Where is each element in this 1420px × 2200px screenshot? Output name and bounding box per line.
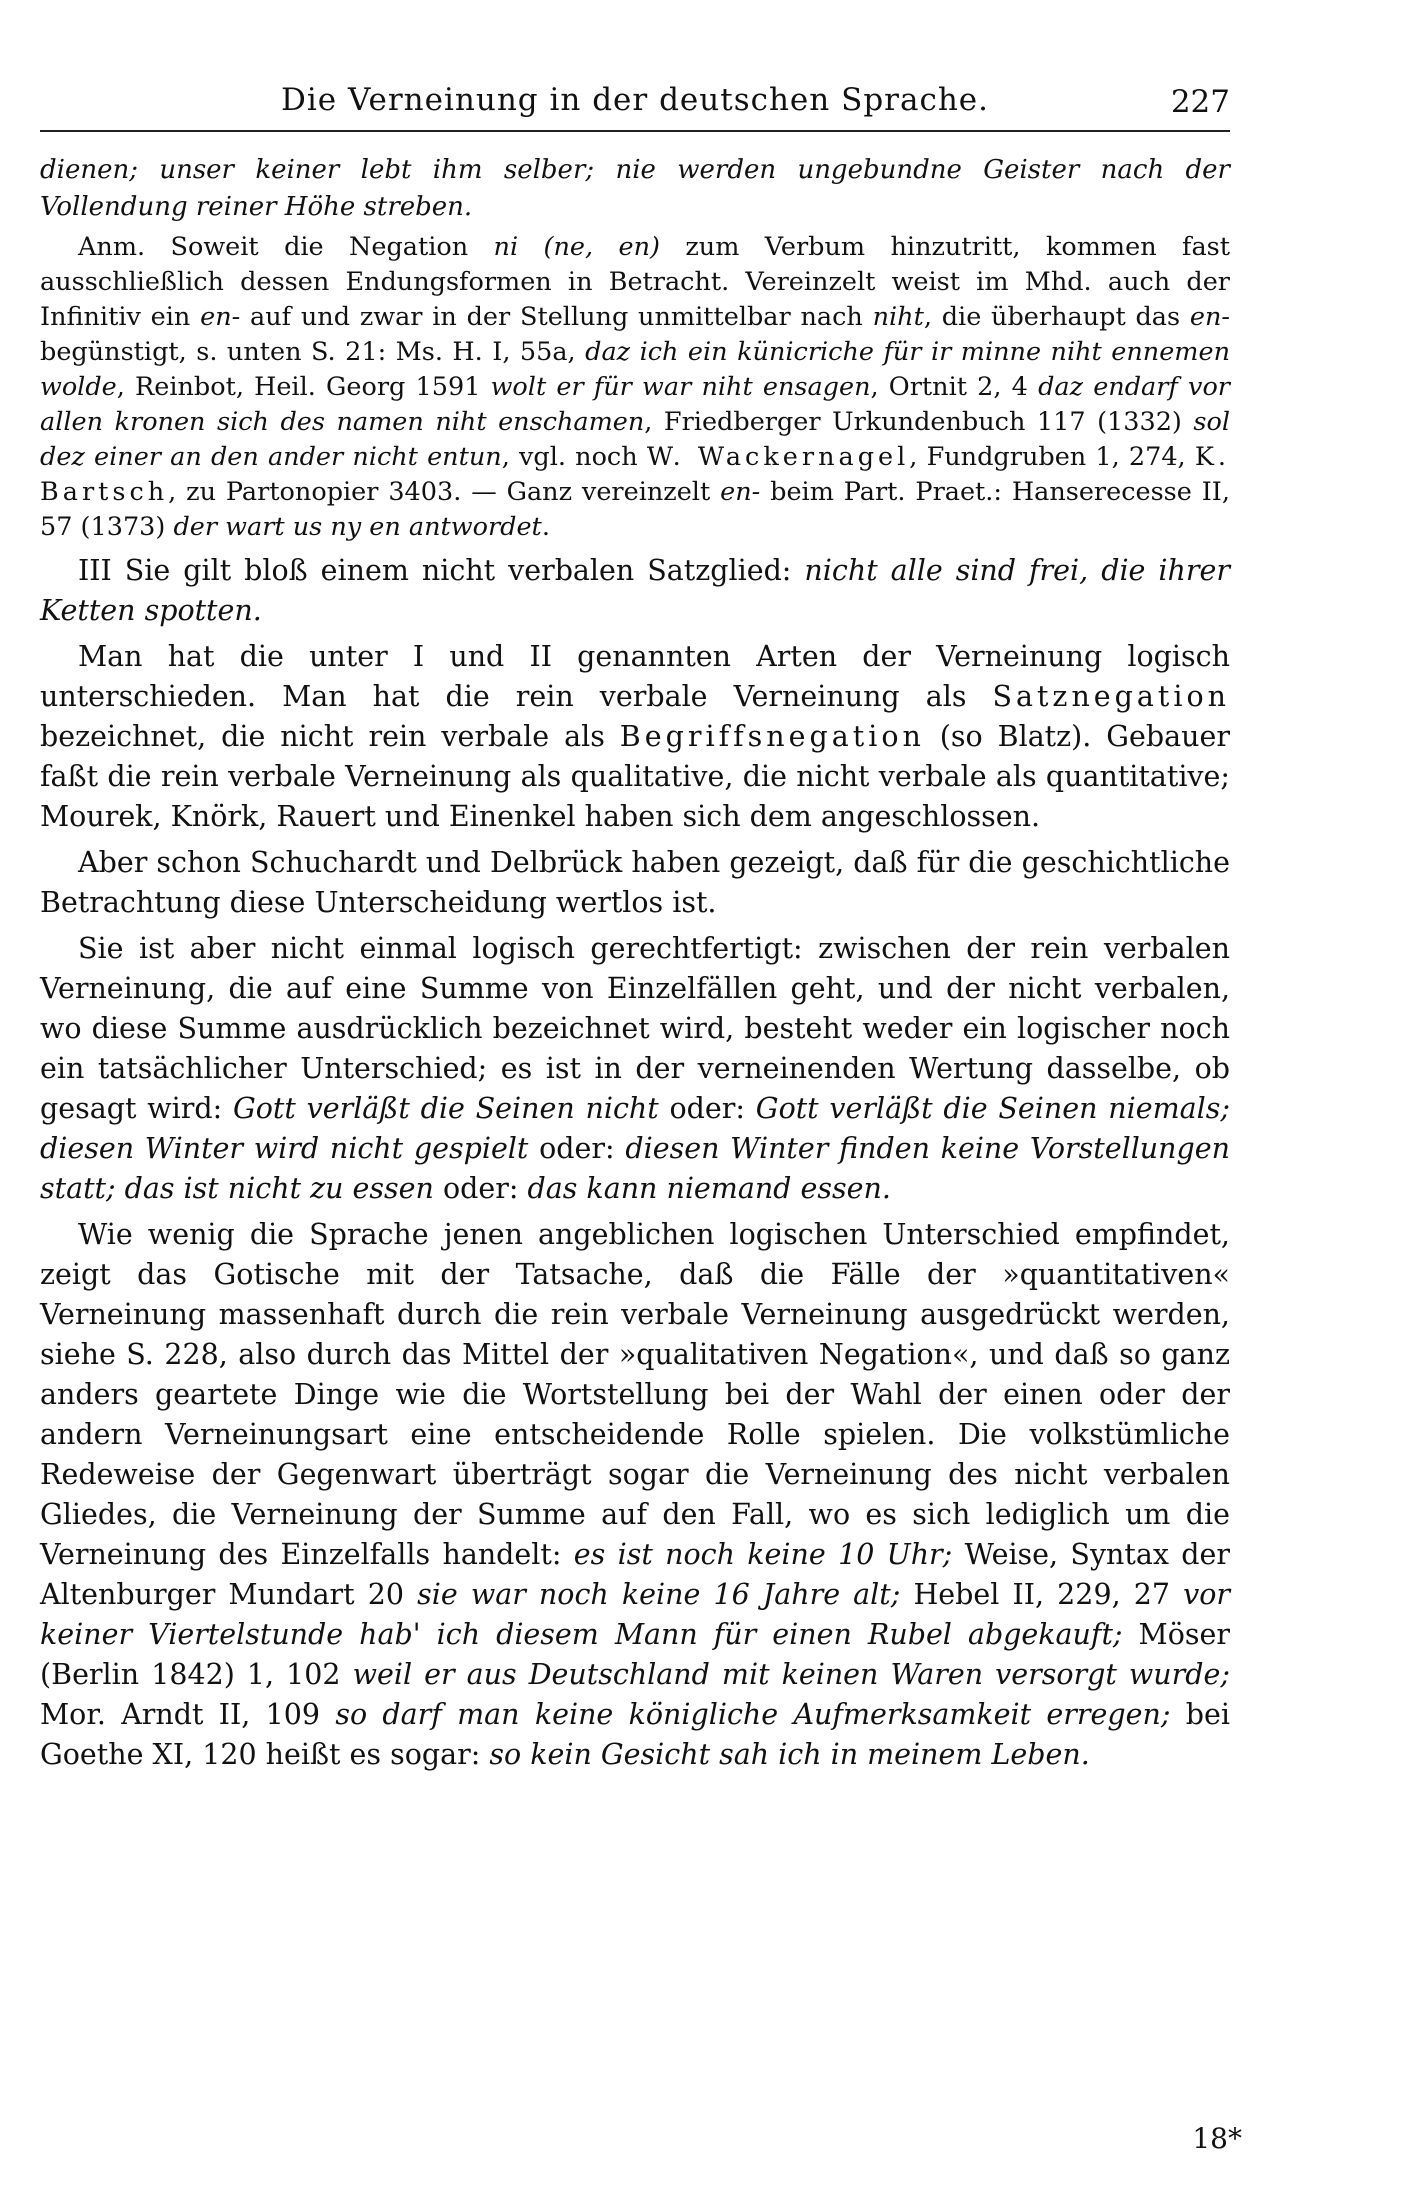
p7-text-2: Weise, Syntax der Altenburger Mundart 20 <box>40 1538 1230 1611</box>
p3-italic-1: nicht alle sind frei, die ihrer Ketten spotten. <box>40 554 1230 627</box>
running-title: Die Verneinung in der deutschen Sprache. <box>280 82 989 118</box>
anm-text-10: , Fundgruben 1, 274, <box>909 442 1195 472</box>
p4-text-2: bezeichnet, die nicht rein verbale als <box>40 720 620 753</box>
anm-text-4: , die überhaupt das <box>923 302 1190 332</box>
anm-italic-1: ni (ne, en) <box>493 232 660 262</box>
anm-text-13: . <box>541 512 550 542</box>
anm-text-6: , Reinbot, Heil. Georg 1591 <box>116 372 491 402</box>
p7-text-4: Möser (Berlin 1842) 1, 102 <box>40 1618 1230 1691</box>
p6-italic-2: Gott verläßt die Seinen niemals; diesen Winter wird nicht gespielt <box>40 1092 1230 1165</box>
paragraph-justification <box>40 929 1230 1209</box>
anm-text-12: beim Part. Praet.: Hanserecesse II, 57 (1373) <box>40 477 1230 542</box>
anm-spaced-9: W. Wackernagel <box>646 442 910 472</box>
anm-italic-6: wolt er für war niht ensagen <box>490 372 871 402</box>
anm-italic-11: en- <box>720 477 761 507</box>
paragraph-schuchardt <box>40 843 1230 923</box>
p4-text-3: (so Blatz). Gebauer faßt die rein verbale Verneinung als qualitative, die nicht verbale als quantitative; Mourek, Knörk, Rauert und Einenkel haben sich dem angeschlossen. <box>40 720 1230 833</box>
p7-italic-2: sie war noch keine 16 Jahre alt; <box>417 1578 901 1611</box>
intro-italic: dienen; unser keiner lebt ihm selber; nie werden ungebundne Geister nach der Vollendung reiner Höhe streben. <box>40 155 1230 222</box>
body-text <box>40 152 1230 1775</box>
p6-text-1: Sie ist aber nicht einmal logisch gerechtfertigt: zwischen der rein verbalen Verneinung, die auf eine Summe von Einzelfällen geht, und der nicht verbalen, wo diese Summe ausdrücklich bezeichnet wird, besteht weder ein logischer noch ein tatsächlicher Unterschied; es ist in der verneinenden Wertung dasselbe, ob gesagt wird: <box>40 932 1230 1125</box>
anm-text-1: Anm. Soweit die Negation <box>78 232 494 262</box>
page-number: 227 <box>1170 84 1230 120</box>
p6-text-3: oder: <box>528 1132 626 1165</box>
p7-text-1: Wie wenig die Sprache jenen angeblichen logischen Unterschied empfindet, zeigt das Gotische mit der Tatsache, daß die Fälle der »quantitativen« Verneinung massenhaft durch die rein verbale Verneinung ausgedrückt werden, siehe S. 228, also durch das Mittel der »qualitativen Negation«, und daß so ganz anders geartete Dinge wie die Wortstellung bei der Wahl der einen oder der andern Verneinungsart eine entscheidende Rolle spielen. Die volkstümliche Redeweise der Gegenwart überträgt sogar die Verneinung des nicht verbalen Gliedes, die Verneinung der Summe auf den Fall, wo es sich lediglich um die Verneinung des Einzelfalls handelt: <box>40 1218 1230 1571</box>
paragraph-gothic <box>40 1215 1230 1775</box>
paragraph-logical-distinction <box>40 637 1230 837</box>
anm-italic-5: daz ich ein künicriche für ir minne niht ennemen wolde <box>40 337 1230 402</box>
p4-text-1: Man hat die unter I und II genannten Arten der Verneinung logisch unterschieden. Man hat die rein verbale Verneinung als <box>40 640 1230 713</box>
p4-spaced-1: Satznegation <box>992 680 1230 713</box>
anm-text-2: zum Verbum hinzutritt, kommen fast ausschließlich dessen Endungsformen in Betracht. Vereinzelt weist im Mhd. auch der Infinitiv ein <box>40 232 1230 332</box>
p6-italic-4: das kann niemand essen. <box>527 1172 891 1205</box>
p5-text-1: Aber schon Schuchardt und Delbrück haben gezeigt, daß für die geschichtliche Betrachtung diese Unterscheidung wertlos ist. <box>40 846 1230 919</box>
anm-italic-2: en- <box>200 302 241 332</box>
p7-text-3: Hebel II, 229, 27 <box>900 1578 1184 1611</box>
anm-text-3: auf und zwar in der Stellung unmittelbar nach <box>240 302 873 332</box>
anm-italic-7: daz endarf vor allen kronen sich des namen niht enschamen <box>40 372 1230 437</box>
p6-text-2: oder: <box>658 1092 756 1125</box>
p7-italic-1: es ist noch keine 10 Uhr; <box>573 1538 953 1571</box>
anm-text-9: , vgl. noch <box>501 442 647 472</box>
anm-italic-12: der wart us ny en antwordet <box>173 512 542 542</box>
p6-italic-1: Gott verläßt die Seinen nicht <box>232 1092 659 1125</box>
intro-continuation <box>40 152 1230 226</box>
anmerkung-paragraph <box>40 230 1230 545</box>
anm-text-8: , Friedberger Urkundenbuch 117 (1332) <box>644 407 1194 437</box>
p4-spaced-2: Begriffsnegation <box>619 720 925 753</box>
p7-italic-5: so darf man keine königliche Aufmerksamkeit erregen; <box>335 1698 1171 1731</box>
p7-italic-6: so kein Gesicht sah ich in meinem Leben. <box>489 1738 1090 1771</box>
p7-italic-3: vor keiner Viertelstunde hab' ich diesem Mann für einen Rubel abgekauft; <box>40 1578 1230 1651</box>
sheet-signature: 18* <box>1192 2122 1242 2155</box>
p3-text-1: III Sie gilt bloß einem nicht verbalen Satzglied: <box>78 554 805 587</box>
p6-text-4: oder: <box>433 1172 528 1205</box>
p7-italic-4: weil er aus Deutschland mit keinen Waren versorgt wurde; <box>352 1658 1230 1691</box>
paragraph-iii <box>40 551 1230 631</box>
p7-text-5: Mor. Arndt II, 109 <box>40 1698 336 1731</box>
anm-italic-4: en- <box>1189 302 1231 332</box>
anm-spaced-10: K. Bartsch <box>40 442 1230 507</box>
anm-italic-3: niht <box>872 302 924 332</box>
anm-text-11: , zu Partonopier 3403. — Ganz vereinzelt <box>168 477 721 507</box>
anm-text-5: begünstigt, s. unten S. 21: Ms. H. I, 55a, <box>40 337 586 367</box>
p7-text-6: bei Goethe XI, 120 heißt es sogar: <box>40 1698 1230 1771</box>
p6-italic-3: diesen Winter finden keine Vorstellungen statt; das ist nicht zu essen <box>40 1132 1230 1205</box>
anm-text-7: , Ortnit 2, 4 <box>870 372 1039 402</box>
running-head <box>40 78 1230 132</box>
anm-italic-8: sol dez einer an den ander nicht entun <box>40 407 1230 472</box>
